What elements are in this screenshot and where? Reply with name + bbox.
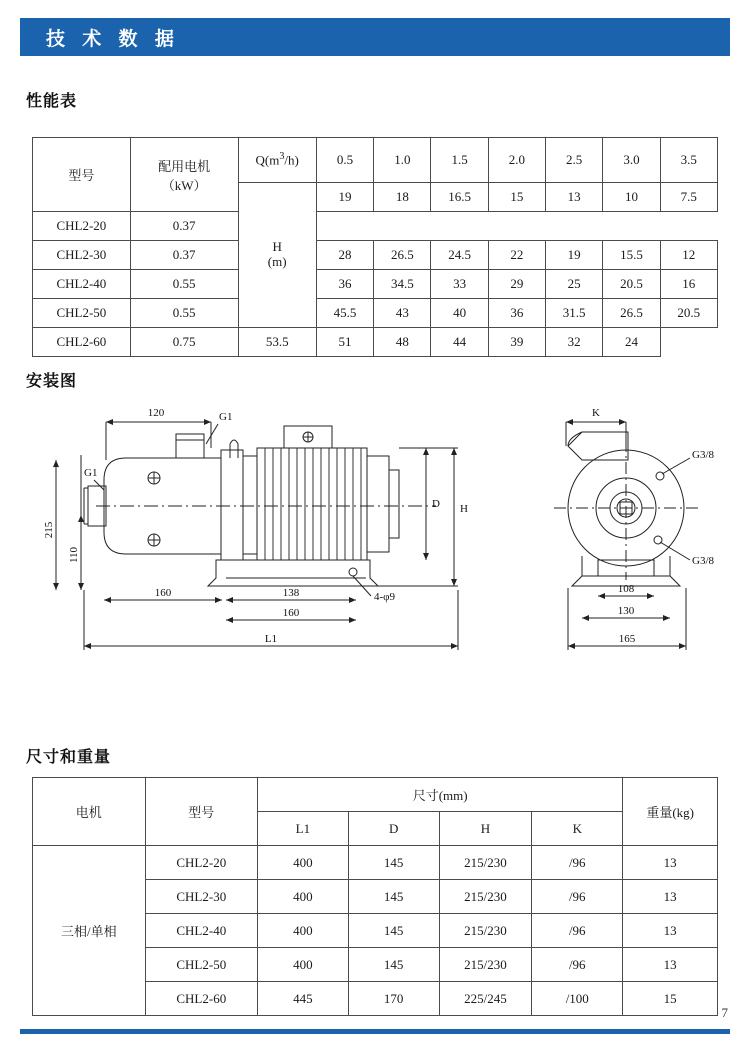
cell-model-1: CHL2-30 — [33, 241, 131, 270]
label-138: 138 — [282, 587, 300, 599]
cell-dim-k-3: /96 — [532, 948, 623, 982]
flow-point-5: 3.0 — [603, 138, 660, 183]
header-flow-q: Q(m — [255, 152, 280, 168]
cell-model-2: CHL2-40 — [33, 270, 131, 299]
table-row — [33, 241, 718, 270]
label-g38-top: G3/8 — [692, 449, 714, 461]
cell-head-2-4: 25 — [545, 270, 602, 299]
label-130: 130 — [617, 605, 635, 617]
page-header-banner — [20, 18, 730, 56]
cell-motor-0: 0.37 — [130, 212, 238, 241]
flow-point-3: 2.0 — [488, 138, 545, 183]
cell-head-0-1: 18 — [374, 183, 431, 212]
cell-dim-weight-1: 13 — [623, 880, 718, 914]
cell-head-1-5: 15.5 — [603, 241, 660, 270]
header-head-unit — [238, 183, 316, 328]
cell-dim-d-2: 145 — [348, 914, 439, 948]
header-motor — [130, 138, 238, 212]
section-heading-performance: 性能表 — [26, 93, 78, 110]
cell-head-2-5: 20.5 — [603, 270, 660, 299]
section-heading-dimensions: 尺寸和重量 — [26, 749, 112, 766]
table-row — [33, 212, 718, 241]
table-row — [33, 328, 718, 357]
motor-fins — [265, 448, 361, 560]
front-terminal-box — [568, 432, 628, 460]
cell-head-3-5: 26.5 — [603, 299, 660, 328]
installation-drawing — [26, 400, 726, 700]
table-row — [33, 270, 718, 299]
cell-dim-k-1: /96 — [532, 880, 623, 914]
table-row — [33, 299, 718, 328]
header-model: 型号 — [33, 138, 131, 212]
label-g1-top: G1 — [219, 411, 233, 423]
label-4-phi9: 4-φ9 — [374, 591, 396, 603]
label-120: 120 — [147, 407, 165, 419]
section-heading-installation: 安装图 — [26, 373, 78, 390]
cell-head-0-2: 16.5 — [431, 183, 488, 212]
label-110: 110 — [68, 546, 80, 564]
cell-head-1-4: 19 — [545, 241, 602, 270]
label-g1-side: G1 — [84, 467, 98, 479]
cell-dim-k-2: /96 — [532, 914, 623, 948]
cell-dim-h-4: 225/245 — [439, 982, 532, 1016]
header-size-group: 尺寸(mm) — [258, 778, 623, 812]
cell-motor-1: 0.37 — [130, 241, 238, 270]
cell-model-0: CHL2-20 — [33, 212, 131, 241]
cell-head-4-3: 44 — [431, 328, 488, 357]
cell-dim-h-1: 215/230 — [439, 880, 532, 914]
cell-dim-model-1: CHL2-30 — [145, 880, 257, 914]
table-header-row — [33, 138, 718, 183]
table-row — [33, 846, 718, 880]
cell-head-4-6: 24 — [603, 328, 660, 357]
cell-head-4-0: 53.5 — [238, 328, 316, 357]
cell-dim-l1-0: 400 — [258, 846, 349, 880]
cell-dim-h-0: 215/230 — [439, 846, 532, 880]
header-motor-line1: 配用电机 — [158, 158, 211, 174]
performance-table — [32, 137, 718, 357]
label-D: D — [432, 498, 440, 510]
base-plate — [208, 560, 378, 586]
cell-head-2-1: 34.5 — [374, 270, 431, 299]
cell-dim-weight-4: 15 — [623, 982, 718, 1016]
cell-head-3-2: 40 — [431, 299, 488, 328]
cell-dim-k-4: /100 — [532, 982, 623, 1016]
cell-head-2-6: 16 — [660, 270, 717, 299]
arrow-down — [53, 583, 59, 590]
cell-head-2-2: 33 — [431, 270, 488, 299]
cell-head-0-4: 13 — [545, 183, 602, 212]
cell-dim-model-0: CHL2-20 — [145, 846, 257, 880]
header-motor-type: 电机 — [33, 778, 146, 846]
cell-head-1-1: 26.5 — [374, 241, 431, 270]
page-number: 7 — [721, 1005, 728, 1020]
cell-head-1-2: 24.5 — [431, 241, 488, 270]
label-108: 108 — [617, 583, 635, 595]
cell-head-3-3: 36 — [488, 299, 545, 328]
arrow-up — [53, 460, 59, 467]
header-head-line2: (m) — [267, 254, 287, 269]
cell-dim-d-4: 170 — [348, 982, 439, 1016]
dimension-weight-table — [32, 777, 718, 1016]
label-g38-bottom: G3/8 — [692, 555, 714, 567]
header-model: 型号 — [145, 778, 257, 846]
cell-dim-k-0: /96 — [532, 846, 623, 880]
cell-head-3-0: 45.5 — [316, 299, 373, 328]
label-H: H — [460, 503, 468, 515]
cell-dim-d-0: 145 — [348, 846, 439, 880]
label-160-a: 160 — [154, 587, 172, 599]
cell-dim-l1-1: 400 — [258, 880, 349, 914]
cell-model-3: CHL2-50 — [33, 299, 131, 328]
cell-motor-2: 0.55 — [130, 270, 238, 299]
footer-rule — [20, 1029, 730, 1034]
cell-head-4-2: 48 — [374, 328, 431, 357]
cell-dim-l1-4: 445 — [258, 982, 349, 1016]
header-motor-line2: （kW） — [161, 177, 207, 193]
flow-point-6: 3.5 — [660, 138, 717, 183]
cell-motor-4: 0.75 — [130, 328, 238, 357]
cell-dim-weight-2: 13 — [623, 914, 718, 948]
cell-dim-h-2: 215/230 — [439, 914, 532, 948]
cell-head-1-3: 22 — [488, 241, 545, 270]
label-L1: L1 — [264, 633, 278, 645]
bolt-hole — [349, 568, 357, 576]
cell-motor-3: 0.55 — [130, 299, 238, 328]
flow-point-0: 0.5 — [316, 138, 373, 183]
front-view-drawing — [554, 407, 715, 650]
header-h: H — [439, 812, 532, 846]
label-165: 165 — [618, 633, 636, 645]
header-weight: 重量(kg) — [623, 778, 718, 846]
table-header-row — [33, 778, 718, 812]
cell-head-1-6: 12 — [660, 241, 717, 270]
cell-head-3-1: 43 — [374, 299, 431, 328]
flow-point-2: 1.5 — [431, 138, 488, 183]
cell-dim-l1-2: 400 — [258, 914, 349, 948]
header-d: D — [348, 812, 439, 846]
motor-end — [367, 456, 389, 552]
cell-head-4-5: 32 — [545, 328, 602, 357]
cell-head-1-0: 28 — [316, 241, 373, 270]
page-title: 技 术 数 据 — [46, 28, 180, 50]
cell-dim-d-1: 145 — [348, 880, 439, 914]
cell-head-0-5: 10 — [603, 183, 660, 212]
cell-head-2-3: 29 — [488, 270, 545, 299]
cell-head-4-1: 51 — [316, 328, 373, 357]
side-view-drawing — [43, 407, 468, 650]
cell-head-3-4: 31.5 — [545, 299, 602, 328]
coupling — [221, 450, 243, 560]
flow-point-4: 2.5 — [545, 138, 602, 183]
cell-dim-h-3: 215/230 — [439, 948, 532, 982]
cell-dim-model-4: CHL2-60 — [145, 982, 257, 1016]
cell-motor-type: 三相/单相 — [33, 846, 146, 1016]
flow-point-1: 1.0 — [374, 138, 431, 183]
cell-model-4: CHL2-60 — [33, 328, 131, 357]
cell-dim-model-2: CHL2-40 — [145, 914, 257, 948]
cell-dim-weight-3: 13 — [623, 948, 718, 982]
cell-head-4-4: 39 — [488, 328, 545, 357]
cell-head-2-0: 36 — [316, 270, 373, 299]
cell-dim-weight-0: 13 — [623, 846, 718, 880]
cell-dim-l1-3: 400 — [258, 948, 349, 982]
cell-head-3-6: 20.5 — [660, 299, 717, 328]
header-flow-unit: /h) — [284, 152, 299, 168]
cell-head-0-3: 15 — [488, 183, 545, 212]
header-flow-exponent: 3 — [279, 151, 285, 163]
cell-head-0-6: 7.5 — [660, 183, 717, 212]
header-flow — [238, 138, 316, 183]
label-160-b: 160 — [282, 607, 300, 619]
header-head-line1: H — [272, 239, 282, 255]
label-215: 215 — [43, 521, 55, 539]
label-K: K — [592, 407, 600, 419]
cell-dim-d-3: 145 — [348, 948, 439, 982]
cell-head-0-0: 19 — [316, 183, 373, 212]
header-k: K — [532, 812, 623, 846]
header-l1: L1 — [258, 812, 349, 846]
cell-dim-model-3: CHL2-50 — [145, 948, 257, 982]
discharge-port — [176, 434, 204, 458]
